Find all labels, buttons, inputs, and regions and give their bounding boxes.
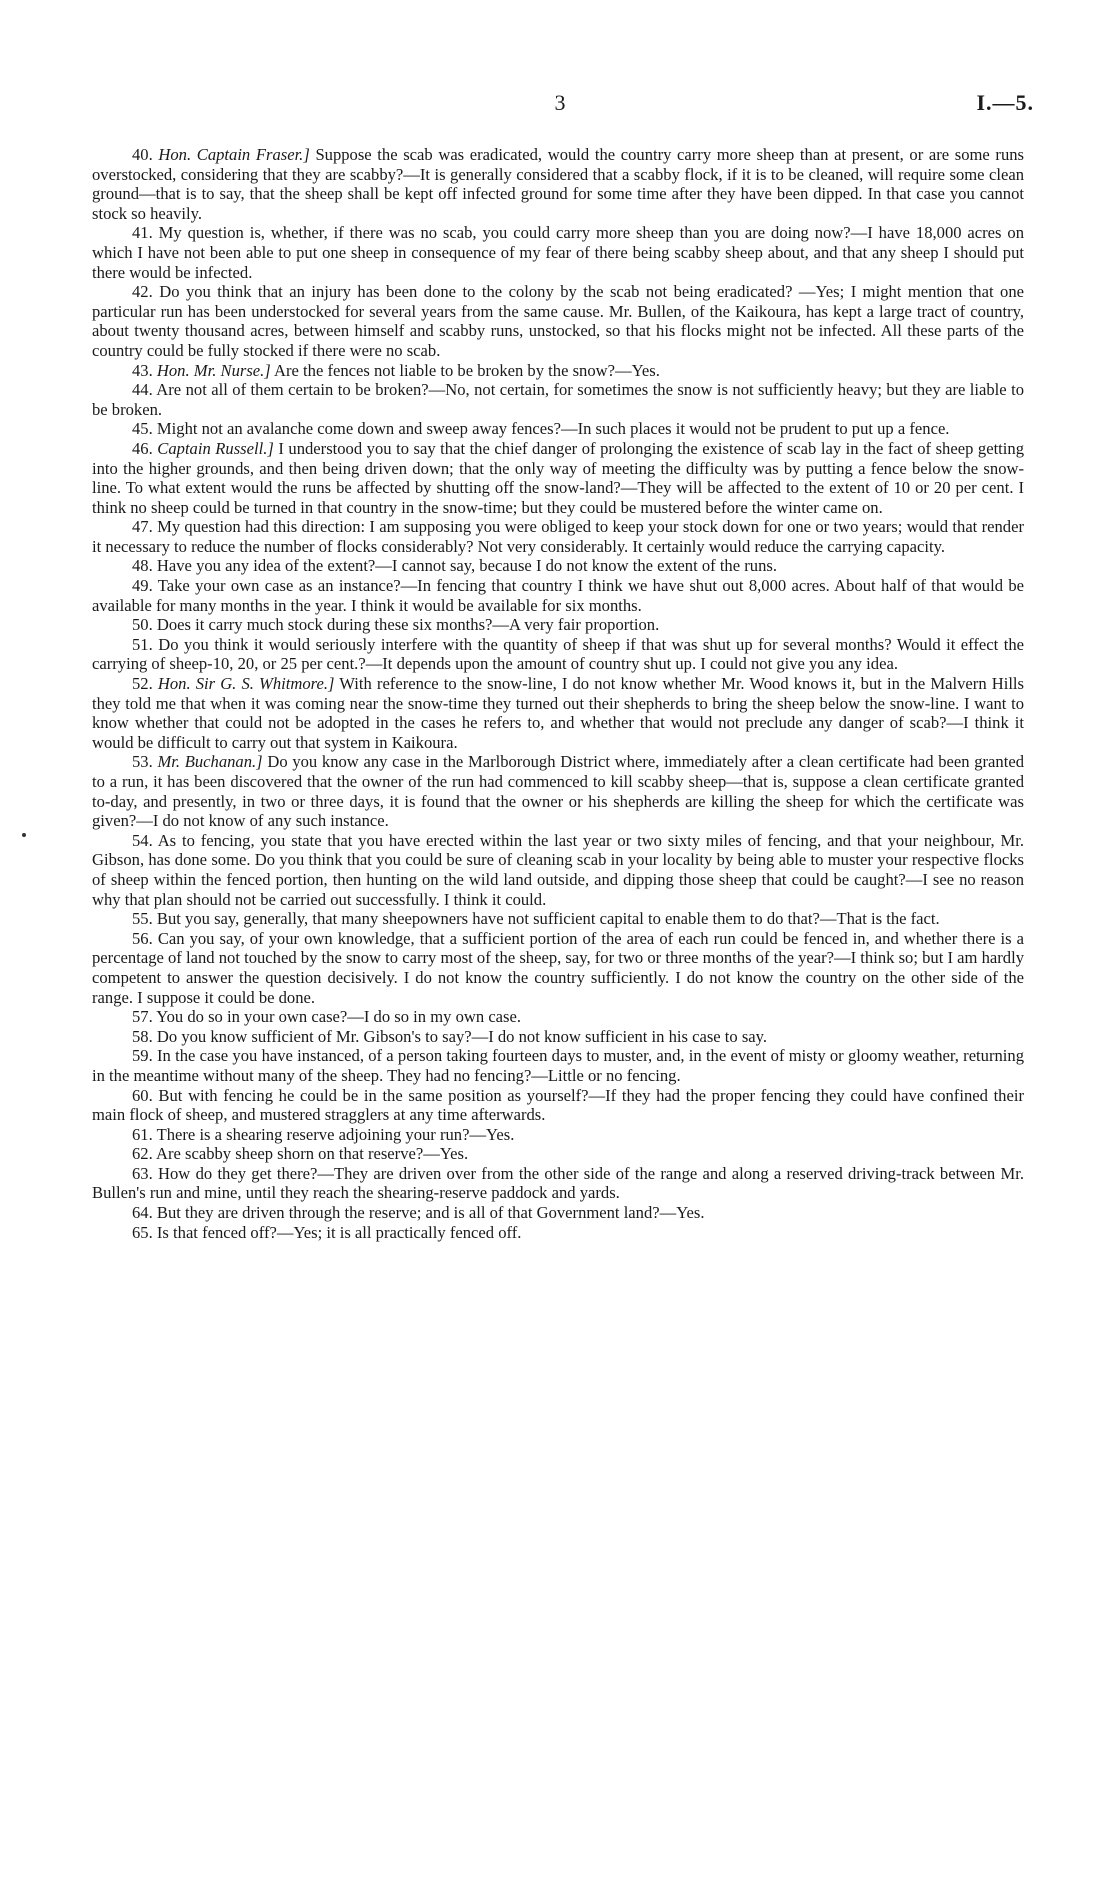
question-text: How do they get there?—They are driven over from the other side of the range and along a reserved driving-track between Mr. Bullen's run and mine, until they reach the shearing-reserve paddock and yards. [92,1163,1024,1203]
question-item [92,1144,1024,1164]
question-text: Can you say, of your own knowledge, that a sufficient portion of the area of each run could be fenced in, and whether there is a percentage of land not touched by the snow to carry most of the sheep, say, for two or three months of the year?—I think so; but I am hardly competent to answer the question decisively. I do not know the country sufficiently. I do not know the country on the other side of the range. I suppose it could be done. [92,928,1024,1007]
question-text: My question is, whether, if there was no scab, you could carry more sheep than you are doing now?—I have 18,000 acres on which I have not been able to put one sheep in consequence of my fear of there being scabby sheep about, and that any sheep I should put there would be infected. [92,223,1024,282]
question-text: Do you know sufficient of Mr. Gibson's to say?—I do not know sufficient in his case to say. [156,1026,768,1046]
question-text: There is a shearing reserve adjoining your run?—Yes. [156,1124,515,1144]
speaker-name: Mr. Buchanan.] [157,752,263,772]
question-number: 49. [132,576,153,596]
document-reference: I.—5. [976,90,1034,115]
question-item [92,556,1024,576]
question-text: You do so in your own case?—I do so in my own case. [156,1007,522,1027]
evidence-text [92,145,1024,1242]
question-text: Have you any idea of the extent?—I cannot say, because I do not know the extent of the runs. [156,556,777,576]
question-item [92,1203,1024,1223]
question-number: 64. [132,1203,153,1223]
question-number: 54. [132,830,153,850]
question-number: 56. [132,928,153,948]
speaker-name: Hon. Sir G. S. Whitmore.] [157,674,335,694]
question-number: 44. [132,380,153,400]
question-item [92,1125,1024,1145]
question-text: Might not an avalanche come down and sweep away fences?—In such places it would not be prudent to put up a fence. [156,419,950,439]
question-text: Take your own case as an instance?—In fencing that country I think we have shut out 8,000 acres. About half of that would be available for many months in the year. I think it would be available for six months. [92,576,1024,615]
question-number: 65. [132,1222,153,1242]
question-item [92,517,1024,556]
question-number: 46. [132,438,153,458]
question-text: But with fencing he could be in the same position as yourself?—If they had the proper fencing they could have confined their main flock of sheep, and mustered stragglers at any time afterwards. [92,1085,1024,1125]
question-number: 57. [132,1007,153,1027]
question-item [92,361,1024,381]
question-item [92,752,1024,830]
question-text: I understood you to say that the chief danger of prolonging the existence of scab lay in the fact of sheep getting into the higher grounds, and then being driven down; that the only way of meeting the difficulty was by putting a fence below the snow-line. To what extent would the runs be affected by shutting off the snow-land?—They will be affected to the extent of 10 or 20 per cent. I think no sheep could be turned in that country in the snow-time; but they could be mustered before the winter came on. [92,438,1024,517]
question-number: 62. [132,1144,153,1164]
question-text: But you say, generally, that many sheepowners have not sufficient capital to enable them to do that?—That is the fact. [156,909,940,929]
question-item [92,909,1024,929]
question-item [92,1164,1024,1203]
question-text: Are not all of them certain to be broken?—No, not certain, for sometimes the snow is not sufficiently heavy; but they are liable to be broken. [92,380,1024,419]
question-item [92,380,1024,419]
question-item [92,1086,1024,1125]
question-text: As to fencing, you state that you have erected within the last year or two sixty miles of fencing, and that your neighbour, Mr. Gibson, has done some. Do you think that you could be sure of cleaning scab in your locality by being able to muster your respective flocks of sheep within the fenced portion, then hunting on the wild land outside, and dipping those sheep that could be caught?—I see no reason why that plan should not be carried out successfully. I think it could. [92,830,1025,909]
speaker-name: Hon. Mr. Nurse.] [156,360,271,380]
question-item [92,223,1024,282]
question-number: 61. [132,1124,153,1144]
question-number: 63. [132,1163,153,1183]
question-text: Are the fences not liable to be broken by the snow?—Yes. [274,360,660,380]
speaker-name: Hon. Captain Fraser.] [158,145,310,164]
question-text: Are scabby sheep shorn on that reserve?—Yes. [155,1144,469,1164]
question-item [92,831,1024,909]
question-number: 47. [132,517,153,537]
question-number: 58. [132,1026,153,1046]
question-item [92,282,1024,360]
question-text: Suppose the scab was eradicated, would the country carry more sheep than at present, or are some runs overstocked, considering that they are scabby?—It is generally considered that a scabby flock, if it is to be cleaned, will require some clean ground—that is to say, that the sheep shall be kept off infected ground for some time after they have been dipped. In that case you cannot stock so heavily. [92,145,1024,223]
question-item [92,1027,1024,1047]
question-text: With reference to the snow-line, I do not know whether Mr. Wood knows it, but in the Malvern Hills they told me that when it was coming near the snow-time they turned out their shepherds to bring the sheep below the snow-line. I want to know whether that could not be adopted in the cases he refers to, and whether that would not preclude any danger of scab?—I think it would be difficult to carry out that system in Kaikoura. [92,674,1025,752]
question-text: Does it carry much stock during these six months?—A very fair proportion. [156,615,660,635]
question-text: In the case you have instanced, of a person taking fourteen days to muster, and, in the event of misty or gloomy weather, returning in the meantime without many of the sheep. They had no fencing?—Little or no fencing. [92,1046,1024,1085]
question-number: 51. [132,634,153,654]
question-item [92,1046,1024,1085]
question-text: My question had this direction: I am supposing you were obliged to keep your stock down for one or two years; would that render it necessary to reduce the number of flocks considerably? Not very considerably. It certainly would reduce the carrying capacity. [92,517,1024,556]
margin-mark [22,833,26,837]
question-text: Do you think that an injury has been done to the colony by the scab not being eradicated? —Yes; I might mention that one particular run has been understocked for several years from the same cause. Mr. Bullen, of the Kaikoura, has kept a large tract of country, about twenty thousand acres, between himself and scabby runs, unstocked, so that his flocks might not be infected. All these parts of the country could be fully stocked if there were no scab. [92,282,1024,360]
question-number: 59. [132,1046,153,1066]
question-item [92,674,1024,752]
question-item [92,635,1024,674]
question-number: 41. [132,223,153,243]
question-number: 43. [132,360,153,380]
question-number: 52. [132,674,153,694]
question-number: 48. [132,556,153,576]
question-text: Do you know any case in the Marlborough District where, immediately after a clean certificate had been granted to a run, it has been discovered that the owner of the run had commenced to kill scabby sheep—that is, suppose a clean certificate granted to-day, and presently, in two or three days, it is found that the owner or his shepherds are killing the sheep for which the certificate was given?—I do not know of any such instance. [92,752,1024,831]
question-text: Do you think it would seriously interfere with the quantity of sheep if that was shut up for several months? Would it effect the carrying of sheep-10, 20, or 25 per cent.?—It depends upon the amount of country shut up. I could not give you any idea. [92,634,1024,674]
question-item [92,576,1024,615]
speaker-name: Captain Russell.] [157,438,274,458]
question-item [92,145,1024,223]
question-text: But they are driven through the reserve; and is all of that Government land?—Yes. [156,1203,705,1223]
question-item [92,615,1024,635]
question-number: 40. [132,145,153,164]
question-number: 45. [132,419,153,439]
question-item [92,439,1024,517]
question-item [92,1223,1024,1243]
question-text: Is that fenced off?—Yes; it is all practically fenced off. [156,1222,522,1242]
question-number: 55. [132,909,153,929]
question-number: 42. [132,282,153,302]
question-item [92,1007,1024,1027]
question-item [92,419,1024,439]
question-item [92,929,1024,1007]
page-number: 3 [554,90,566,115]
question-number: 60. [132,1085,153,1105]
question-number: 50. [132,615,153,635]
question-number: 53. [132,752,153,772]
